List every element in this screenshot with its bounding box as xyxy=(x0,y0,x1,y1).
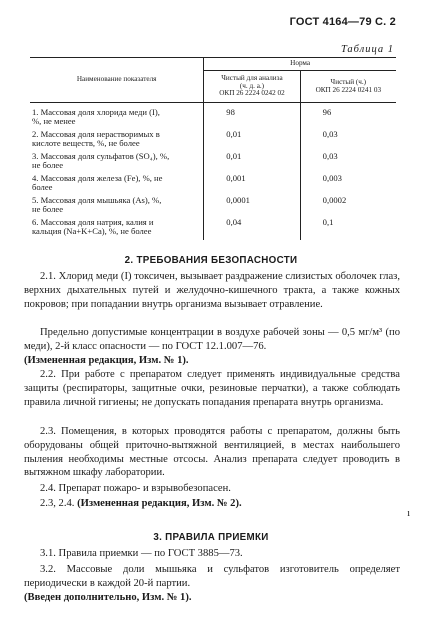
row-value-pure: 0,03 xyxy=(322,129,338,139)
paragraph-2-3-2-4-note: 2.3, 2.4. (Измененная редакция, Изм. № 2). xyxy=(40,498,242,509)
section-title-safety: 2. ТРЕБОВАНИЯ БЕЗОПАСНОСТИ xyxy=(124,255,298,266)
row-value-pure: 0,03 xyxy=(322,151,338,161)
row-value-analytical: 0,04 xyxy=(204,218,300,240)
row-label: 5. Массовая доля мышьяка (As), %, не более xyxy=(30,196,204,218)
row-value-analytical: 0,01 xyxy=(204,152,300,174)
column-header-norm: Норма xyxy=(204,58,396,71)
row-value-analytical: 0,001 xyxy=(204,174,300,196)
specification-table xyxy=(30,57,396,240)
row-label: 6. Массовая доля натрия, калия и кальция (Na+K+Ca), %, не более xyxy=(30,218,204,240)
row-value-analytical: 98 xyxy=(204,103,300,131)
table-caption: Таблица 1 xyxy=(340,44,394,55)
table-row xyxy=(30,174,396,196)
table-row xyxy=(30,103,396,131)
column-header-grade-analytical: Чистый для анализа (ч. д. а.) ОКП 26 2224 0242 02 xyxy=(204,71,300,103)
row-label: 4. Массовая доля железа (Fe), %, не более xyxy=(30,174,204,196)
row-value-pure: 0,003 xyxy=(322,173,342,183)
row-value-pure: 96 xyxy=(322,107,332,117)
row-label: 3. Массовая доля сульфатов (SO₄), %, не более xyxy=(30,152,204,174)
amendment-note: (Измененная редакция, Изм. № 2). xyxy=(77,498,242,509)
paragraph-3-2: 3.2. Массовые доли мышьяка и сульфатов изготовитель определяет периодически в каждой 20-й партии. (Введен дополнительно, Изм. № 1). xyxy=(24,564,400,603)
running-head: ГОСТ 4164—79 С. 2 xyxy=(289,16,396,28)
row-value-pure: 0,1 xyxy=(322,217,334,227)
row-value-analytical: 0,0001 xyxy=(204,196,300,218)
column-header-grade-pure: Чистый (ч.) ОКП 26 2224 0241 03 xyxy=(300,71,396,103)
amendment-note: (Введен дополнительно, Изм. № 1). xyxy=(24,591,192,603)
row-label: 2. Массовая доля нерастворимых в кислоте веществ, %, не более xyxy=(30,130,204,152)
column-header-parameter: Наименование показателя xyxy=(30,58,204,103)
margin-mark: ı xyxy=(407,508,410,519)
paragraph-2-1: 2.1. Хлорид меди (I) токсичен, вызывает раздражение слизистых оболочек глаз, верхних дыхательных путей и желудочно-кишечного тракта, а также кожных покровов; при попадании внутрь организма вызывает отравление. xyxy=(24,271,400,310)
table-row xyxy=(30,152,396,174)
table-row xyxy=(30,218,396,240)
table-row xyxy=(30,196,396,218)
table-row xyxy=(30,130,396,152)
row-label: 1. Массовая доля хлорида меди (I), %, не менее xyxy=(30,103,204,131)
paragraph-2-1-limits: Предельно допустимые концентрации в воздухе рабочей зоны — 0,5 мг/м³ (по меди), 2-й класс опасности — по ГОСТ 12.1.007—76. (Измененная редакция, Изм. № 1). xyxy=(24,327,400,366)
row-value-analytical: 0,01 xyxy=(204,130,300,152)
paragraph-2-3: 2.3. Помещения, в которых проводятся работы с препаратом, должны быть оборудованы общей приточно-вытяжной вентиляцией, в местах наибольшего пыления необходимы местные отсосы. Анализ препарата следует проводить в вытяжном шкафу лаборатории. xyxy=(24,426,400,479)
row-value-pure: 0,0002 xyxy=(322,195,347,205)
paragraph-2-4: 2.4. Препарат пожаро- и взрывобезопасен. xyxy=(40,483,231,494)
paragraph-2-2: 2.2. При работе с препаратом следует применять индивидуальные средства защиты (респираторы, защитные очки, резиновые перчатки), а также соблюдать правила личной гигиены; не допускать попадания препарата внутрь организма. xyxy=(24,369,400,408)
amendment-note: (Измененная редакция, Изм. № 1). xyxy=(24,354,189,366)
paragraph-3-1: 3.1. Правила приемки — по ГОСТ 3885—73. xyxy=(40,548,243,559)
section-title-acceptance: 3. ПРАВИЛА ПРИЕМКИ xyxy=(153,532,269,543)
